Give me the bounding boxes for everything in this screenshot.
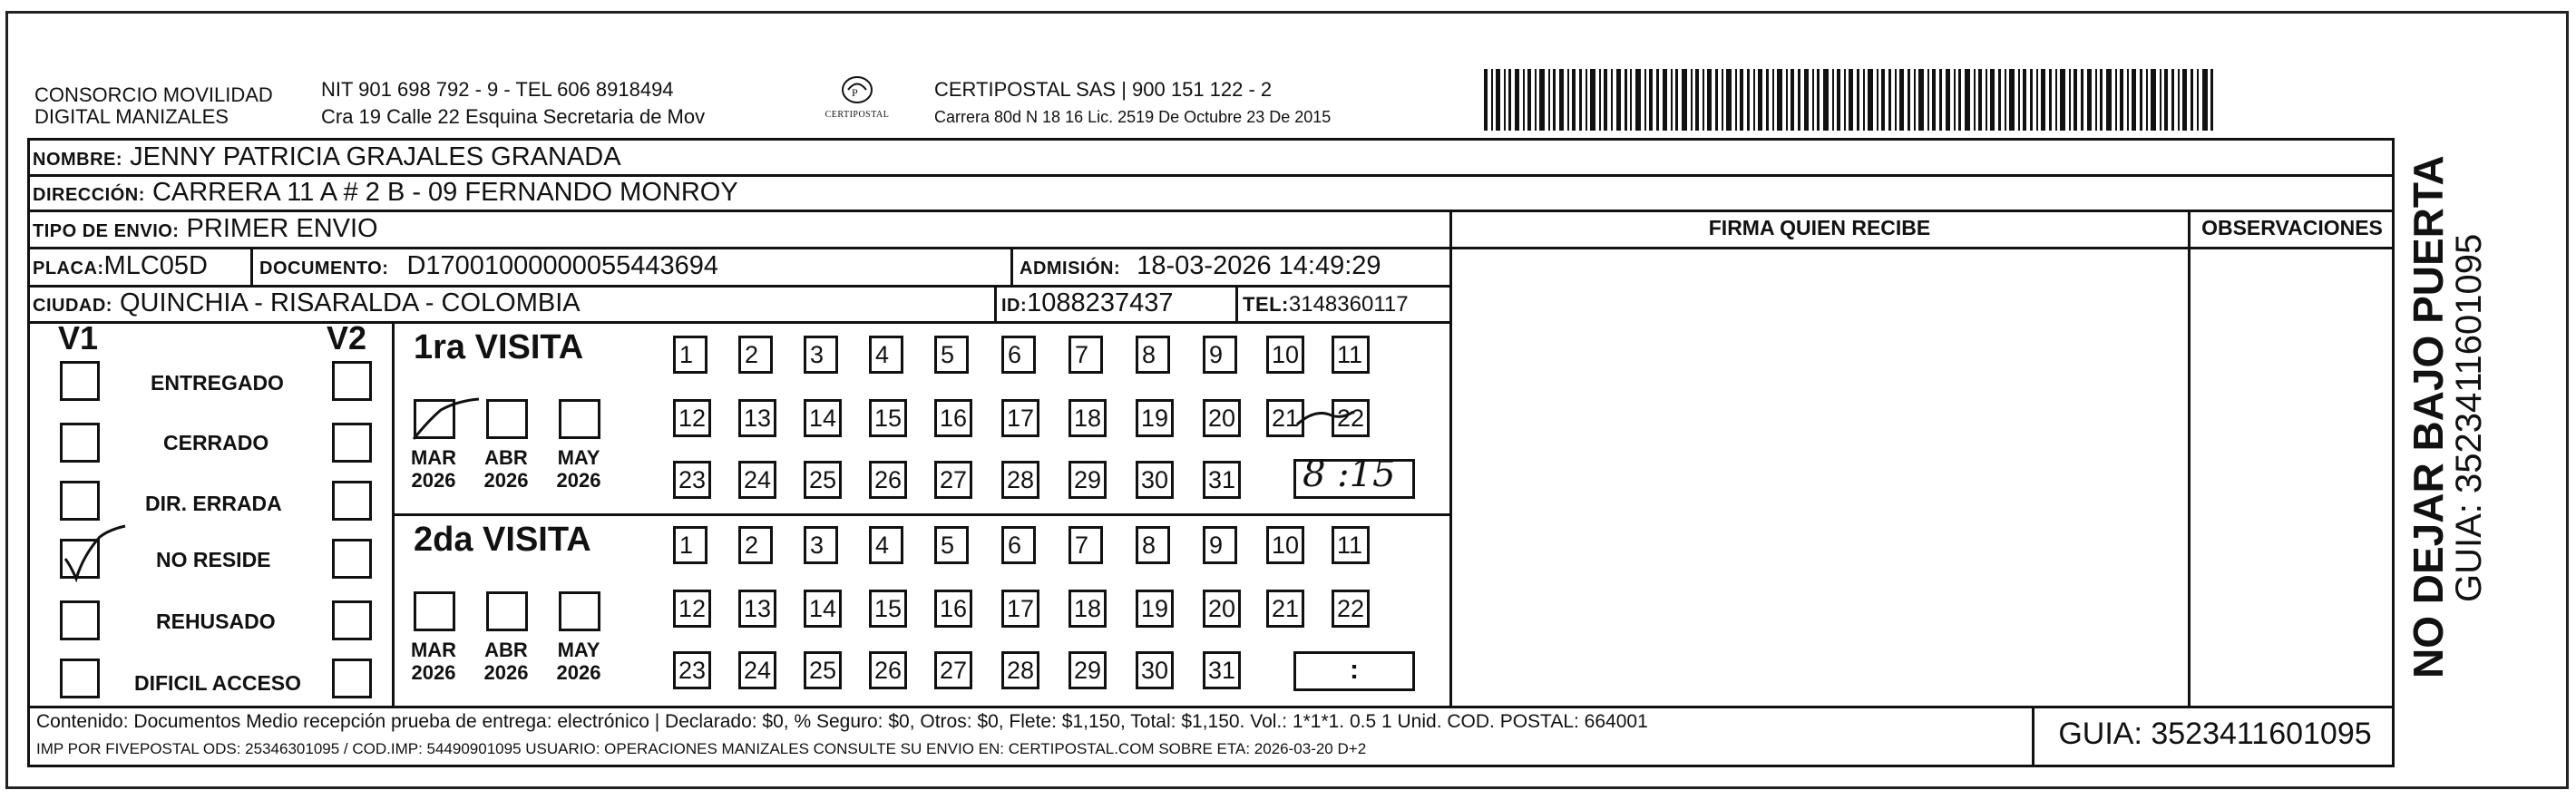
first-visit-day-22[interactable]: 22 [1332, 399, 1370, 437]
ciudad-label: CIUDAD: [33, 296, 112, 316]
first-visit-day-8[interactable]: 8 [1136, 336, 1170, 374]
first-visit-day-31[interactable]: 31 [1203, 461, 1241, 499]
rule-3 [27, 247, 1451, 249]
consortium-name-2: DIGITAL MANIZALES [34, 105, 229, 128]
handwritten-day-mark [1292, 397, 1355, 443]
v2-label: V2 [327, 319, 367, 356]
nombre-value: JENNY PATRICIA GRAJALES GRANADA [130, 142, 621, 171]
admision-value: 18-03-2026 14:49:29 [1137, 251, 1381, 280]
barcode [1484, 69, 2213, 131]
second-visit-day-22[interactable]: 22 [1332, 590, 1370, 628]
status-label-entregado: ENTREGADO [151, 371, 284, 395]
tel-cell [1243, 288, 1409, 320]
col-id-sep [994, 285, 997, 321]
first-visit-day-12[interactable]: 12 [673, 399, 711, 437]
v2-checkbox-cerrado[interactable] [332, 423, 372, 463]
col-footer-sep [2032, 706, 2034, 767]
nit-line: NIT 901 698 792 - 9 - TEL 606 8918494 [321, 78, 674, 101]
rule-6 [27, 706, 2395, 708]
second-month-box-mar[interactable] [414, 591, 455, 631]
first-visit-title: 1ra VISITA [414, 328, 584, 366]
status-label-cerrado: CERRADO [163, 431, 269, 454]
status-label-dificil-acceso: DIFICIL ACCESO [134, 671, 302, 695]
documento-value: D17001000000055443694 [406, 251, 718, 280]
first-visit-day-9[interactable]: 9 [1203, 336, 1237, 374]
second-visit-day-15[interactable]: 15 [869, 590, 907, 628]
logo-mark-icon [839, 74, 875, 105]
second-visit-day-26[interactable]: 26 [869, 651, 907, 689]
first-visit-day-7[interactable]: 7 [1068, 336, 1103, 374]
v2-checkbox-no-reside[interactable] [332, 539, 372, 579]
col-status-right [392, 321, 395, 706]
v1-checkbox-rehusado[interactable] [60, 600, 100, 640]
tipo-value: PRIMER ENVIO [186, 214, 378, 243]
handwritten-month-mark [405, 394, 486, 448]
placa-label: PLACA: [33, 259, 104, 278]
first-visit-day-11[interactable]: 11 [1332, 336, 1370, 374]
second-visit-day-2[interactable]: 2 [738, 526, 773, 564]
first-visit-day-29[interactable]: 29 [1068, 461, 1107, 499]
rule-mid-visits [392, 513, 1451, 516]
second-visit-day-28[interactable]: 28 [1001, 651, 1039, 689]
second-visit-day-12[interactable]: 12 [673, 590, 711, 628]
placa-value: MLC05D [103, 251, 208, 280]
v1-checkbox-dificil-acceso[interactable] [60, 659, 100, 698]
second-visit-day-29[interactable]: 29 [1068, 651, 1107, 689]
col-tel-sep [1235, 285, 1238, 321]
placa-cell [33, 250, 208, 284]
ciudad-value: QUINCHIA - RISARALDA - COLOMBIA [120, 288, 581, 317]
second-visit-title: 2da VISITA [414, 521, 591, 559]
second-visit-day-24[interactable]: 24 [738, 651, 776, 689]
second-visit-day-16[interactable]: 16 [934, 590, 972, 628]
svg-text:P: P [852, 86, 858, 99]
second-visit-day-6[interactable]: 6 [1001, 526, 1036, 564]
col-admision-sep [1010, 247, 1013, 285]
first-visit-day-14[interactable]: 14 [804, 399, 842, 437]
v2-checkbox-dificil-acceso[interactable] [332, 659, 372, 698]
second-visit-day-19[interactable]: 19 [1136, 590, 1174, 628]
second-visit-day-5[interactable]: 5 [934, 526, 969, 564]
tipo-row [33, 213, 378, 247]
side-guia: GUIA: 3523411601095 [2449, 233, 2489, 602]
col-obs-left [2188, 210, 2191, 706]
second-visit-day-20[interactable]: 20 [1203, 590, 1241, 628]
first-visit-day-18[interactable]: 18 [1068, 399, 1107, 437]
v1-label: V1 [58, 319, 99, 356]
second-visit-day-17[interactable]: 17 [1001, 590, 1039, 628]
v1-checkbox-entregado[interactable] [60, 361, 100, 401]
col-placa-sep [250, 247, 253, 285]
second-month-label-mar: MAR 2026 [410, 639, 457, 684]
courier-line-2: Carrera 80d N 18 16 Lic. 2519 De Octubre 23 De 2015 [934, 108, 1332, 126]
first-month-label-may: MAY 2026 [556, 446, 601, 492]
first-month-box-abr[interactable] [486, 399, 528, 439]
handwritten-check-mark [53, 517, 134, 584]
first-visit-day-10[interactable]: 10 [1266, 336, 1304, 374]
first-month-label-mar: MAR 2026 [410, 446, 457, 492]
first-visit-day-4[interactable]: 4 [869, 336, 903, 374]
second-visit-day-30[interactable]: 30 [1136, 651, 1174, 689]
second-visit-day-10[interactable]: 10 [1266, 526, 1304, 564]
direccion-label: DIRECCIÓN: [33, 185, 145, 205]
firma-header: FIRMA QUIEN RECIBE [1708, 216, 1931, 239]
status-label-rehusado: REHUSADO [156, 610, 276, 633]
first-visit-day-17[interactable]: 17 [1001, 399, 1039, 437]
second-visit-day-1[interactable]: 1 [673, 526, 707, 564]
first-visit-day-21[interactable]: 21 [1266, 399, 1304, 437]
status-label-dir-errada: DIR. ERRADA [145, 492, 282, 515]
first-visit-day-24[interactable]: 24 [738, 461, 776, 499]
time-separator: : [1350, 655, 1359, 685]
first-visit-day-20[interactable]: 20 [1203, 399, 1241, 437]
v2-checkbox-entregado[interactable] [332, 361, 372, 401]
first-month-label-abr: ABR 2026 [483, 446, 529, 492]
second-visit-day-7[interactable]: 7 [1068, 526, 1103, 564]
first-visit-day-27[interactable]: 27 [934, 461, 972, 499]
v1-checkbox-cerrado[interactable] [60, 423, 100, 463]
first-visit-time-handwritten: 8 :15 [1303, 454, 1396, 495]
second-visit-day-3[interactable]: 3 [804, 526, 838, 564]
first-visit-day-23[interactable]: 23 [673, 461, 711, 499]
v1-checkbox-dir-errada[interactable] [60, 481, 100, 521]
second-month-label-may: MAY 2026 [556, 639, 601, 684]
first-visit-day-19[interactable]: 19 [1136, 399, 1174, 437]
id-cell [1001, 288, 1173, 321]
first-visit-day-15[interactable]: 15 [869, 399, 907, 437]
second-visit-day-9[interactable]: 9 [1203, 526, 1237, 564]
first-visit-day-28[interactable]: 28 [1001, 461, 1039, 499]
id-label: ID: [1001, 296, 1028, 316]
second-visit-day-25[interactable]: 25 [804, 651, 842, 689]
second-visit-day-11[interactable]: 11 [1332, 526, 1370, 564]
side-warning: NO DEJAR BAJO PUERTA [2405, 155, 2452, 678]
first-visit-day-2[interactable]: 2 [738, 336, 773, 374]
first-visit-day-30[interactable]: 30 [1136, 461, 1174, 499]
second-visit-day-4[interactable]: 4 [869, 526, 903, 564]
second-visit-day-21[interactable]: 21 [1266, 590, 1304, 628]
second-visit-time-box[interactable] [1293, 651, 1415, 691]
tipo-label: TIPO DE ENVIO: [33, 221, 180, 241]
admision-cell [1020, 250, 1381, 284]
second-visit-day-27[interactable]: 27 [934, 651, 972, 689]
direccion-value: CARRERA 11 A # 2 B - 09 FERNANDO MONROY [151, 178, 738, 207]
rule-5 [27, 321, 1451, 324]
status-label-no-reside: NO RESIDE [156, 548, 271, 571]
first-visit-day-26[interactable]: 26 [869, 461, 907, 499]
certipostal-logo [812, 74, 903, 129]
tel-value: 3148360117 [1288, 292, 1409, 317]
footer-guia: GUIA: 3523411601095 [2058, 717, 2372, 751]
courier-line-1: CERTIPOSTAL SAS | 900 151 122 - 2 [934, 78, 1273, 101]
firma-header-rule [1451, 247, 2395, 249]
documento-label: DOCUMENTO: [259, 259, 389, 278]
first-visit-day-3[interactable]: 3 [804, 336, 838, 374]
first-month-box-may[interactable] [559, 399, 600, 439]
first-visit-day-1[interactable]: 1 [673, 336, 707, 374]
col-firma-left [1449, 210, 1452, 706]
second-visit-day-8[interactable]: 8 [1136, 526, 1170, 564]
address-line: Cra 19 Calle 22 Esquina Secretaria de Mov [321, 105, 706, 128]
second-month-box-may[interactable] [559, 591, 600, 631]
second-visit-day-18[interactable]: 18 [1068, 590, 1107, 628]
second-visit-day-13[interactable]: 13 [738, 590, 776, 628]
logo-text: CERTIPOSTAL [825, 110, 890, 120]
consortium-name-1: CONSORCIO MOVILIDAD [34, 83, 273, 106]
admision-label: ADMISIÓN: [1020, 259, 1121, 278]
v2-checkbox-dir-errada[interactable] [332, 481, 372, 521]
second-month-box-abr[interactable] [486, 591, 528, 631]
nombre-row [33, 141, 621, 175]
second-visit-day-31[interactable]: 31 [1203, 651, 1241, 689]
second-visit-day-23[interactable]: 23 [673, 651, 711, 689]
first-visit-day-5[interactable]: 5 [934, 336, 969, 374]
id-value: 1088237437 [1027, 288, 1174, 317]
ciudad-cell [33, 288, 581, 321]
direccion-row [33, 177, 738, 210]
second-visit-day-14[interactable]: 14 [804, 590, 842, 628]
documento-cell [259, 250, 718, 284]
observaciones-header: OBSERVACIONES [2201, 216, 2383, 239]
footer-content-line: Contenido: Documentos Medio recepción prueba de entrega: electrónico | Declarado: $0, % Seguro: $0, Otros: $0, Flete: $1,150, Total: $1,150. Vol.: 1*1*1. 0.5 1 Unid. COD. POSTAL: 664001 [36, 711, 1648, 732]
nombre-label: NOMBRE: [33, 150, 123, 170]
v2-checkbox-rehusado[interactable] [332, 600, 372, 640]
first-visit-day-25[interactable]: 25 [804, 461, 842, 499]
second-month-label-abr: ABR 2026 [483, 639, 529, 684]
first-visit-day-6[interactable]: 6 [1001, 336, 1036, 374]
footer-print-line: IMP POR FIVEPOSTAL ODS: 25346301095 / COD.IMP: 54490901095 USUARIO: OPERACIONES MANIZALES CONSULTE SU ENVIO EN: CERTIPOSTAL.COM SOBRE ETA: 2026-03-20 D+2 [36, 740, 1367, 757]
first-visit-day-16[interactable]: 16 [934, 399, 972, 437]
first-visit-day-13[interactable]: 13 [738, 399, 776, 437]
tel-label: TEL: [1243, 293, 1289, 316]
